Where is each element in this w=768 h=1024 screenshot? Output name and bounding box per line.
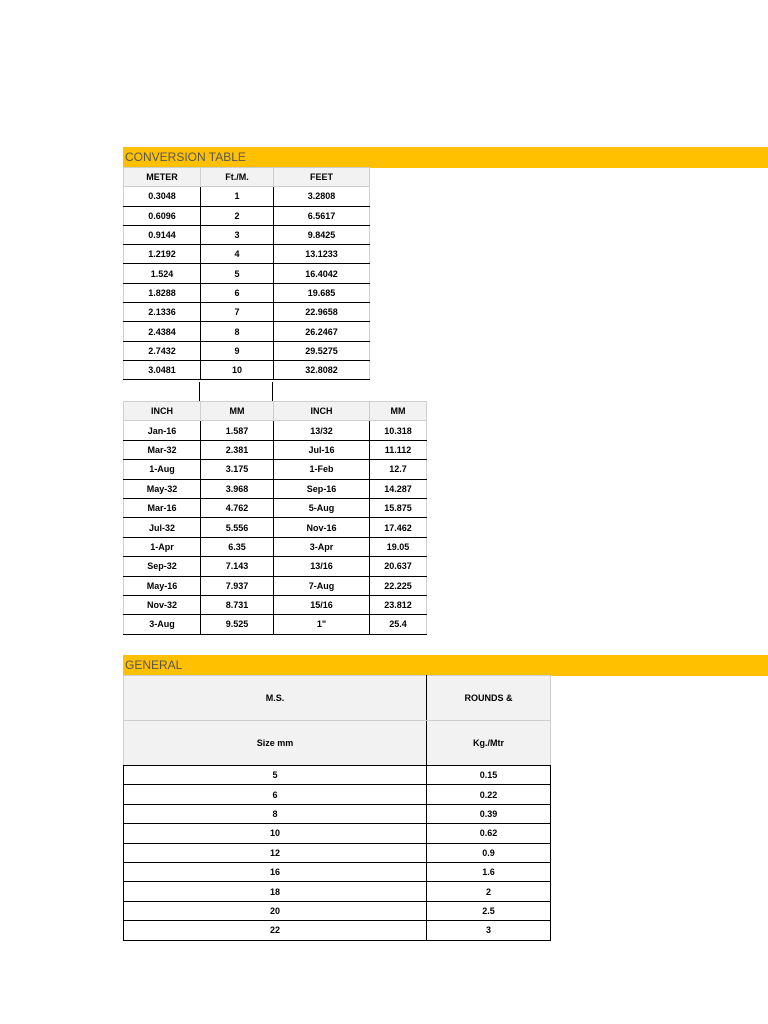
table-cell: 1-Apr — [124, 537, 201, 556]
table-cell: 1.2192 — [124, 245, 201, 264]
table-cell: 5 — [124, 766, 427, 785]
table-row — [124, 824, 551, 843]
table-row — [124, 921, 551, 940]
header-inch: INCH — [274, 402, 370, 421]
table-cell: Sep-32 — [124, 557, 201, 576]
table-cell: 22.225 — [370, 576, 427, 595]
table-row — [124, 595, 427, 614]
table-header-row — [124, 676, 551, 721]
table-header-row — [124, 168, 370, 187]
table-cell: 32.8082 — [274, 360, 370, 379]
header-inch: INCH — [124, 402, 201, 421]
table-cell: 1-Aug — [124, 460, 201, 479]
table-row — [124, 498, 427, 517]
table-cell: 2 — [201, 206, 274, 225]
table-row — [124, 804, 551, 823]
table-cell: 3 — [201, 225, 274, 244]
table-cell: 2 — [427, 882, 551, 901]
table-cell: 5-Aug — [274, 498, 370, 517]
table-row — [124, 843, 551, 862]
table-cell: 11.112 — [370, 440, 427, 459]
table-row — [124, 785, 551, 804]
table-row — [124, 225, 370, 244]
table-cell: 10 — [201, 360, 274, 379]
table-cell: 1 — [201, 187, 274, 206]
header-meter: METER — [124, 168, 201, 187]
table-cell: 9 — [201, 341, 274, 360]
general-table — [123, 675, 551, 941]
table-cell: Nov-16 — [274, 518, 370, 537]
table-spacer — [123, 382, 200, 401]
table-cell: 3 — [427, 921, 551, 940]
table-cell: 19.05 — [370, 537, 427, 556]
table-cell: 9.8425 — [274, 225, 370, 244]
table-cell: 15/16 — [274, 595, 370, 614]
table-cell: 6.5617 — [274, 206, 370, 225]
table-header-row — [124, 402, 427, 421]
table-row — [124, 440, 427, 459]
table-cell: 5 — [201, 264, 274, 283]
table-cell: 0.39 — [427, 804, 551, 823]
table-cell: 22.9658 — [274, 303, 370, 322]
table-cell: 4 — [201, 245, 274, 264]
table-cell: 14.287 — [370, 479, 427, 498]
table-row — [124, 360, 370, 379]
header-mm: MM — [370, 402, 427, 421]
table-row — [124, 862, 551, 881]
table-cell: 0.6096 — [124, 206, 201, 225]
table-cell: 7 — [201, 303, 274, 322]
table-row — [124, 882, 551, 901]
table-row — [124, 322, 370, 341]
table-cell: 10 — [124, 824, 427, 843]
table-row — [124, 901, 551, 920]
table-cell: 3.175 — [201, 460, 274, 479]
table-cell: 15.875 — [370, 498, 427, 517]
table-row — [124, 264, 370, 283]
table-cell: 23.812 — [370, 595, 427, 614]
table-row — [124, 479, 427, 498]
table-row — [124, 518, 427, 537]
table-cell: 8 — [124, 804, 427, 823]
table-cell: 16 — [124, 862, 427, 881]
table-cell: May-32 — [124, 479, 201, 498]
table-cell: 2.1336 — [124, 303, 201, 322]
header-kg-per-mtr: Kg./Mtr — [427, 721, 551, 766]
table-cell: 1" — [274, 615, 370, 634]
table-cell: 0.22 — [427, 785, 551, 804]
table-cell: 3.2808 — [274, 187, 370, 206]
table-cell: 26.2467 — [274, 322, 370, 341]
table-cell: Mar-16 — [124, 498, 201, 517]
table-cell: Jul-16 — [274, 440, 370, 459]
table-cell: 17.462 — [370, 518, 427, 537]
table-cell: 8.731 — [201, 595, 274, 614]
table-cell: 2.7432 — [124, 341, 201, 360]
table-cell: 29.5275 — [274, 341, 370, 360]
conversion-table-title: CONVERSION TABLE — [123, 147, 768, 168]
table-row — [124, 341, 370, 360]
table-spacer — [199, 382, 273, 401]
table-cell: 2.381 — [201, 440, 274, 459]
table-row — [124, 283, 370, 302]
table-cell: 3-Aug — [124, 615, 201, 634]
table-row — [124, 537, 427, 556]
table-cell: 1.6 — [427, 862, 551, 881]
header-rounds: ROUNDS & — [427, 676, 551, 721]
table-row — [124, 421, 427, 440]
table-cell: 13/32 — [274, 421, 370, 440]
table-row — [124, 460, 427, 479]
table-cell: 12 — [124, 843, 427, 862]
table-row — [124, 615, 427, 634]
table-cell: 6 — [124, 785, 427, 804]
table-cell: 22 — [124, 921, 427, 940]
table-cell: 0.9 — [427, 843, 551, 862]
table-cell: 3.968 — [201, 479, 274, 498]
table-cell: 1-Feb — [274, 460, 370, 479]
table-row — [124, 557, 427, 576]
table-row — [124, 206, 370, 225]
table-cell: Sep-16 — [274, 479, 370, 498]
table-cell: Mar-32 — [124, 440, 201, 459]
table-cell: 13.1233 — [274, 245, 370, 264]
inch-mm-table — [123, 401, 427, 635]
table-cell: Jul-32 — [124, 518, 201, 537]
table-cell: 25.4 — [370, 615, 427, 634]
table-cell: 4.762 — [201, 498, 274, 517]
table-cell: 12.7 — [370, 460, 427, 479]
table-cell: 19.685 — [274, 283, 370, 302]
table-cell: May-16 — [124, 576, 201, 595]
table-cell: Jan-16 — [124, 421, 201, 440]
header-ms: M.S. — [124, 676, 427, 721]
table-cell: 18 — [124, 882, 427, 901]
table-row — [124, 187, 370, 206]
table-cell: 7.143 — [201, 557, 274, 576]
table-cell: 7.937 — [201, 576, 274, 595]
table-cell: 0.9144 — [124, 225, 201, 244]
general-title: GENERAL — [123, 655, 768, 676]
table-cell: 2.5 — [427, 901, 551, 920]
table-cell: 10.318 — [370, 421, 427, 440]
table-cell: 6.35 — [201, 537, 274, 556]
table-cell: 20.637 — [370, 557, 427, 576]
header-feet: FEET — [274, 168, 370, 187]
header-ft-per-m: Ft./M. — [201, 168, 274, 187]
table-cell: 1.587 — [201, 421, 274, 440]
table-cell: 6 — [201, 283, 274, 302]
header-mm: MM — [201, 402, 274, 421]
table-cell: 9.525 — [201, 615, 274, 634]
table-cell: 5.556 — [201, 518, 274, 537]
table-cell: 0.62 — [427, 824, 551, 843]
table-cell: 0.15 — [427, 766, 551, 785]
table-row — [124, 303, 370, 322]
table-cell: 1.8288 — [124, 283, 201, 302]
table-cell: 13/16 — [274, 557, 370, 576]
table-header-row — [124, 721, 551, 766]
conversion-table — [123, 167, 370, 380]
header-size-mm: Size mm — [124, 721, 427, 766]
table-cell: 7-Aug — [274, 576, 370, 595]
table-cell: 3-Apr — [274, 537, 370, 556]
table-cell: Nov-32 — [124, 595, 201, 614]
table-cell: 20 — [124, 901, 427, 920]
table-cell: 0.3048 — [124, 187, 201, 206]
table-row — [124, 766, 551, 785]
table-cell: 16.4042 — [274, 264, 370, 283]
table-cell: 1.524 — [124, 264, 201, 283]
table-cell: 2.4384 — [124, 322, 201, 341]
table-cell: 8 — [201, 322, 274, 341]
table-row — [124, 245, 370, 264]
table-cell: 3.0481 — [124, 360, 201, 379]
table-row — [124, 576, 427, 595]
